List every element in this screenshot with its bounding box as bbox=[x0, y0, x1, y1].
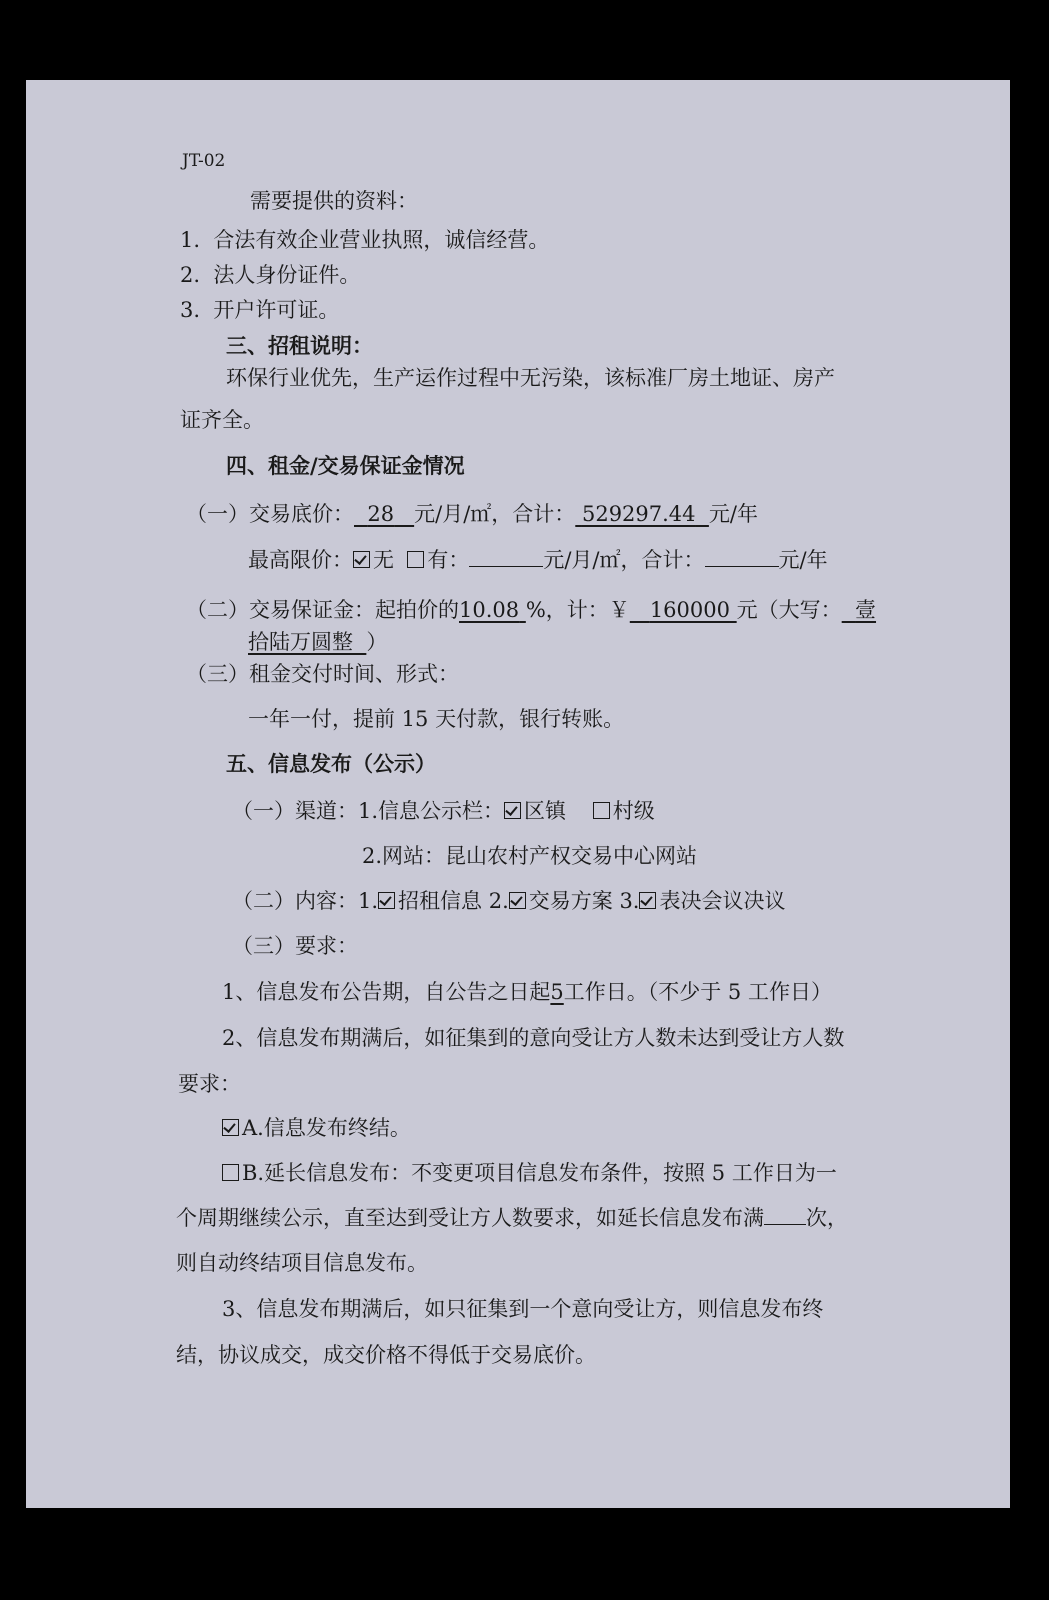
deposit-amount: 160000 bbox=[649, 598, 730, 622]
max-has-label: 有： bbox=[427, 548, 470, 572]
item-text: 开户许可证。 bbox=[213, 298, 340, 322]
item-number: 1. bbox=[180, 228, 201, 252]
checkbox-option-b bbox=[222, 1164, 239, 1181]
requirement-1 bbox=[222, 978, 832, 1006]
deposit-caps-1: 壹 bbox=[855, 598, 877, 622]
option-b-line3: 则自动终结项目信息发布。 bbox=[176, 1251, 428, 1275]
req1-text-b: 工作日。（不少于 5 工作日） bbox=[563, 980, 832, 1004]
channel-prefix: （一）渠道：1.信息公示栏： bbox=[232, 799, 505, 823]
checkbox-content-2 bbox=[509, 892, 526, 909]
section5-title: 五、信息发布（公示） bbox=[226, 751, 436, 776]
materials-item-3 bbox=[180, 296, 339, 324]
option-b-line1 bbox=[222, 1159, 837, 1187]
base-price-unit: 元/月/㎡，合计： bbox=[414, 502, 576, 526]
option-b-line2-text: 个周期继续公示，直至达到受让方人数要求，如延长信息发布满 bbox=[176, 1206, 764, 1230]
deposit-line bbox=[186, 596, 876, 624]
base-price-line bbox=[186, 500, 758, 528]
section3-line1: 环保行业优先，生产运作过程中无污染，该标准厂房土地证、房产 bbox=[226, 366, 835, 390]
option-b-line2-end: 次， bbox=[806, 1206, 848, 1230]
checkbox-district bbox=[504, 802, 521, 819]
deposit-pct: %，计：￥ bbox=[525, 598, 630, 622]
checkbox-content-3 bbox=[639, 892, 656, 909]
max-price-line bbox=[248, 546, 828, 574]
option-b-text: B.延长信息发布：不变更项目信息发布条件，按照 5 工作日为一 bbox=[242, 1161, 837, 1185]
checkbox-content-1 bbox=[378, 892, 395, 909]
requirement-3-line1: 3、信息发布期满后，如只征集到一个意向受让方，则信息发布终 bbox=[222, 1297, 824, 1321]
deposit-caps-2: 拾陆万圆整 bbox=[248, 630, 353, 654]
payment-title: （三）租金交付时间、形式： bbox=[186, 662, 459, 686]
option-b-line2 bbox=[176, 1204, 848, 1232]
materials-item-1 bbox=[180, 226, 549, 254]
section4-title: 四、租金/交易保证金情况 bbox=[226, 453, 465, 478]
max-total-blank bbox=[705, 546, 779, 567]
doc-code: JT-02 bbox=[182, 151, 226, 171]
max-price-unit: 元/月/㎡，合计： bbox=[543, 548, 705, 572]
channel-line bbox=[232, 797, 655, 825]
content-item-2: 交易方案 3. bbox=[528, 889, 640, 913]
document-page bbox=[26, 80, 1010, 1508]
max-total-unit: 元/年 bbox=[778, 548, 828, 572]
max-none-label: 无 bbox=[373, 548, 394, 572]
requirement-3-line2: 结，协议成交，成交价格不得低于交易底价。 bbox=[176, 1343, 596, 1367]
materials-heading: 需要提供的资料： bbox=[250, 189, 418, 213]
requirement-2-line2: 要求： bbox=[178, 1072, 241, 1096]
content-item-1: 招租信息 2. bbox=[398, 889, 509, 913]
section3-title: 三、招租说明： bbox=[226, 333, 373, 358]
max-price-label: 最高限价： bbox=[248, 548, 353, 572]
materials-item-2 bbox=[180, 261, 360, 289]
deposit-close: ） bbox=[366, 630, 388, 654]
content-prefix: （二）内容：1. bbox=[232, 889, 379, 913]
deposit-line-2 bbox=[248, 628, 387, 656]
deposit-rate: 10.08 bbox=[459, 598, 520, 622]
payment-text: 一年一付，提前 15 天付款，银行转账。 bbox=[248, 707, 625, 731]
requirement-2-line1: 2、信息发布期满后，如征集到的意向受让方人数未达到受让方人数 bbox=[222, 1026, 845, 1050]
item-text: 合法有效企业营业执照，诚信经营。 bbox=[213, 228, 550, 252]
checkbox-has bbox=[407, 551, 424, 568]
checkbox-option-a bbox=[222, 1119, 239, 1136]
requirements-title: （三）要求： bbox=[232, 934, 358, 958]
option-a-text: A.信息发布终结。 bbox=[242, 1116, 411, 1140]
base-total-value: 529297.44 bbox=[581, 502, 696, 526]
max-price-blank bbox=[469, 546, 543, 567]
base-price-prefix: （一）交易底价： bbox=[186, 502, 354, 526]
base-total-unit: 元/年 bbox=[708, 502, 758, 526]
deposit-prefix: （二）交易保证金：起拍价的 bbox=[186, 598, 459, 622]
checkbox-village bbox=[593, 802, 610, 819]
checkbox-none bbox=[353, 551, 370, 568]
deposit-mid: 元（大写： bbox=[736, 598, 842, 622]
base-price-value: 28 bbox=[367, 502, 395, 526]
item-number: 2. bbox=[180, 263, 201, 287]
content-item-3: 表决会议决议 bbox=[659, 889, 786, 913]
content-line bbox=[232, 887, 785, 915]
option-a bbox=[222, 1114, 411, 1142]
channel-opt1: 区镇 bbox=[524, 799, 567, 823]
item-number: 3. bbox=[180, 298, 201, 322]
item-text: 法人身份证件。 bbox=[213, 263, 361, 287]
req1-text-a: 1、信息发布公告期，自公告之日起 bbox=[222, 980, 551, 1004]
channel-opt2: 村级 bbox=[612, 799, 655, 823]
section3-line2: 证齐全。 bbox=[180, 408, 264, 432]
extend-count-blank bbox=[764, 1204, 806, 1225]
channel-web: 2.网站：昆山农村产权交易中心网站 bbox=[362, 844, 698, 868]
req1-days: 5 bbox=[550, 980, 564, 1004]
